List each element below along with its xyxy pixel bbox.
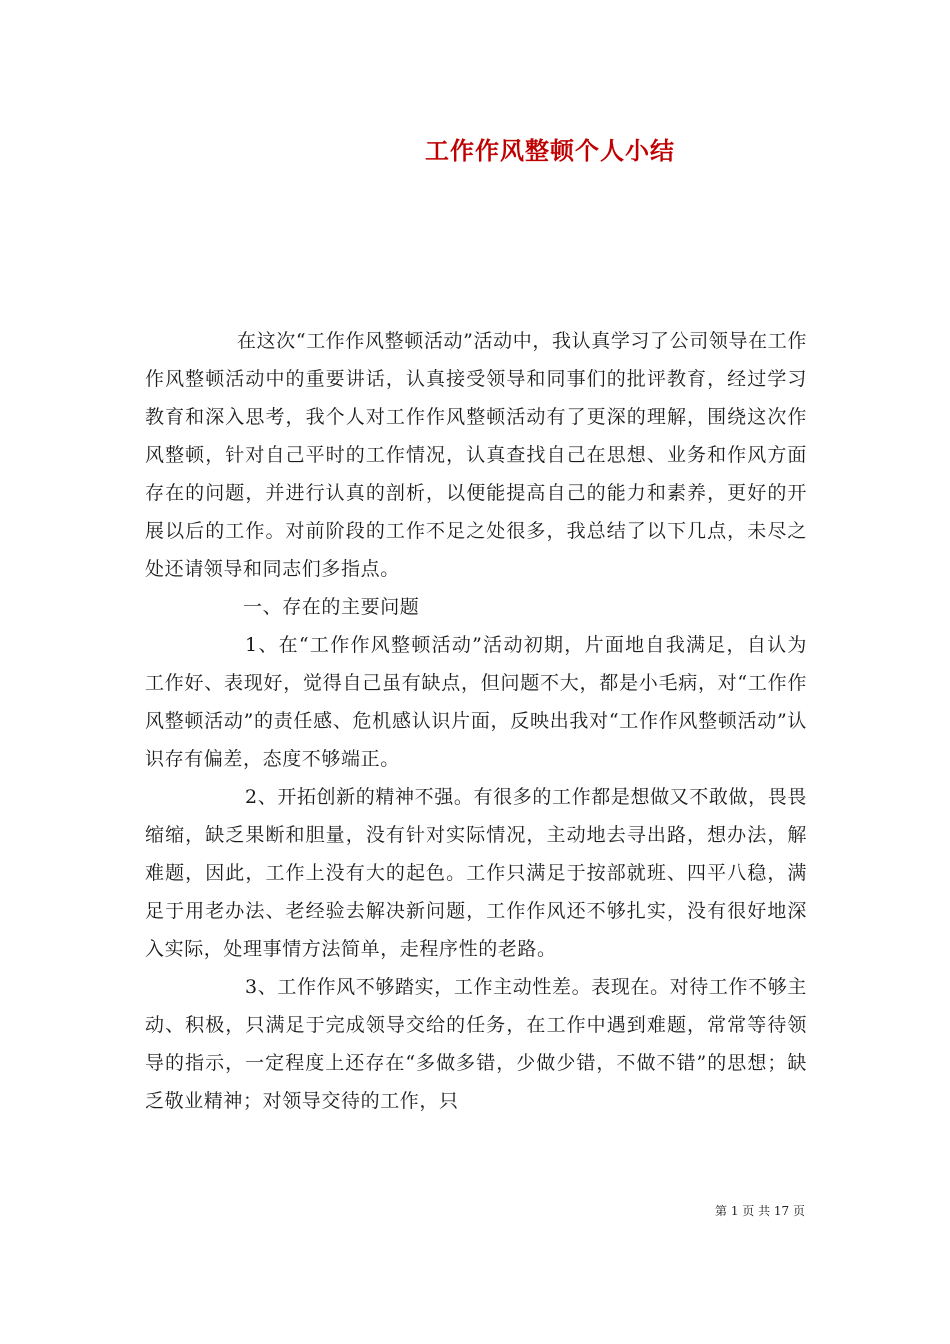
- paragraph-item-2: 2、开拓创新的精神不强。有很多的工作都是想做又不敢做，畏畏缩缩，缺乏果断和胆量，没有针对实际情况，主动地去寻出路，想办法，解难题，因此，工作上没有大的起色。工作只满足于按部就班、四平八稳，满足于用老办法、老经验去解决新问题，工作作风还不够扎实，没有很好地深入实际，处理事情方法简单，走程序性的老路。: [145, 786, 807, 960]
- page-number: 第 1 页 共 17 页: [715, 1204, 805, 1218]
- section-heading: 一、存在的主要问题: [243, 596, 420, 618]
- paragraph-item-1: 1、在“工作作风整顿活动”活动初期，片面地自我满足，自认为工作好、表现好，觉得自己虽有缺点，但问题不大，都是小毛病，对“工作作风整顿活动”的责任感、危机感认识片面，反映出我对“工作作风整顿活动”认识存有偏差，态度不够端正。: [145, 634, 807, 770]
- document-title: 工作作风整顿个人小结: [425, 136, 675, 165]
- document-body: [145, 322, 807, 1120]
- paragraph-intro: 在这次“工作作风整顿活动”活动中，我认真学习了公司领导在工作作风整顿活动中的重要讲话，认真接受领导和同事们的批评教育，经过学习教育和深入思考，我个人对工作作风整顿活动有了更深的理解，围绕这次作风整顿，针对自己平时的工作情况，认真查找自己在思想、业务和作风方面存在的问题，并进行认真的剖析，以便能提高自己的能力和素养，更好的开展以后的工作。对前阶段的工作不足之处很多，我总结了以下几点，未尽之处还请领导和同志们多指点。: [145, 330, 807, 580]
- paragraph-item-3: 3、工作作风不够踏实，工作主动性差。表现在。对待工作不够主动、积极，只满足于完成领导交给的任务，在工作中遇到难题，常常等待领导的指示，一定程度上还存在“多做多错，少做少错，不做不错”的思想；缺乏敬业精神；对领导交待的工作，只: [145, 976, 807, 1112]
